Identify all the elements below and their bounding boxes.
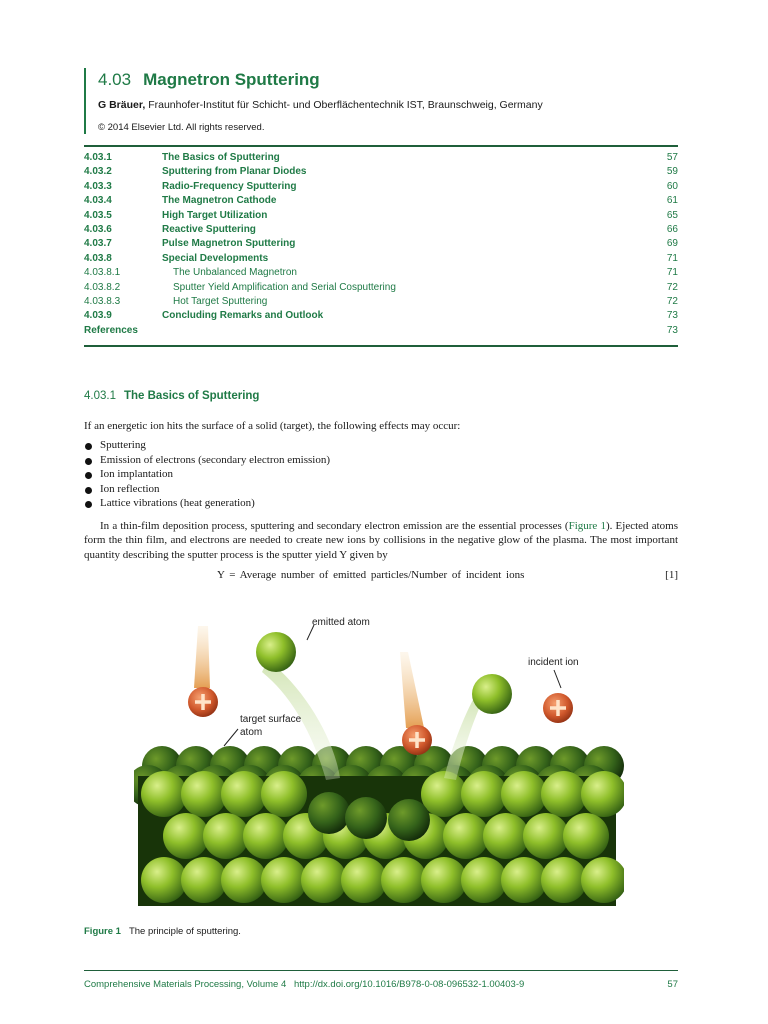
toc-title: Pulse Magnetron Sputtering xyxy=(162,238,296,250)
toc-page: 73 xyxy=(666,324,678,336)
toc-title: Sputter Yield Amplification and Serial Cosputtering xyxy=(173,281,396,293)
equation-text: Y = Average number of emitted particles/Number of incident ions xyxy=(217,569,525,581)
lattice-atom xyxy=(541,771,587,817)
author-affiliation: Fraunhofer-Institut für Schicht- und Oberflächentechnik IST, Braunschweig, Germany xyxy=(148,99,543,111)
lattice-atom xyxy=(181,857,227,903)
effects-list-item xyxy=(84,483,330,498)
toc-num: 4.03.1 xyxy=(84,152,112,163)
toc-num: 4.03.8.2 xyxy=(84,281,121,293)
lattice-atom xyxy=(443,813,489,859)
toc-title: Concluding Remarks and Outlook xyxy=(162,310,324,322)
lattice-atom xyxy=(203,813,249,859)
toc-page: 73 xyxy=(666,310,678,322)
chapter-title-text: Magnetron Sputtering xyxy=(143,70,320,89)
effects-list-text: Lattice vibrations (heat generation) xyxy=(100,497,255,510)
footer-journal: Comprehensive Materials Processing, Volume 4 xyxy=(84,979,287,990)
toc-title: Reactive Sputtering xyxy=(162,223,256,235)
target-lattice xyxy=(134,746,624,906)
lattice-atom xyxy=(141,771,187,817)
lattice-atom xyxy=(541,857,587,903)
copyright: © 2014 Elsevier Ltd. All rights reserved. xyxy=(98,122,265,133)
table-of-contents xyxy=(84,145,678,347)
lattice-atom xyxy=(501,771,547,817)
toc-row[interactable] xyxy=(84,325,678,339)
figure-caption xyxy=(84,926,241,937)
lattice-atom xyxy=(483,813,529,859)
ion-trail xyxy=(194,626,210,688)
effects-list-item xyxy=(84,454,330,469)
target-surface-label-line1: target surface xyxy=(240,714,302,725)
emitted-atom xyxy=(472,674,512,714)
bullet-dot-icon xyxy=(85,443,92,450)
toc-num: 4.03.2 xyxy=(84,166,112,178)
caption-text: The principle of sputtering. xyxy=(128,926,241,937)
toc-title: Sputtering from Planar Diodes xyxy=(162,166,307,178)
author-line xyxy=(98,99,543,111)
effects-list xyxy=(84,439,330,512)
effects-list-text: Sputtering xyxy=(100,439,146,451)
target-surface-label-line2: atom xyxy=(240,727,263,738)
toc-num: 4.03.8.3 xyxy=(84,295,121,307)
incident-ion-pointer xyxy=(554,670,561,688)
toc-num: 4.03.7 xyxy=(84,238,112,250)
lattice-atom xyxy=(381,857,427,903)
toc-row[interactable] xyxy=(84,296,678,310)
lattice-atom-crater xyxy=(308,792,350,834)
toc-row[interactable] xyxy=(84,195,678,209)
lattice-atom xyxy=(301,857,347,903)
paragraph-text-end: ). Ejected atoms form the thin film, and electrons are needed to create new ions by collisions in the negative glow of the plasma. The most important quantity describing the sputter process is the sputter yield Y given by xyxy=(84,520,678,561)
toc-page: 71 xyxy=(666,252,678,264)
toc-title: High Target Utilization xyxy=(162,209,268,221)
toc-page: 71 xyxy=(666,267,678,279)
toc-page: 61 xyxy=(666,195,678,207)
figure-sputtering xyxy=(134,608,624,916)
toc-row[interactable] xyxy=(84,238,678,252)
author-name: G Bräuer, xyxy=(98,99,146,111)
toc-title: The Basics of Sputtering xyxy=(162,152,280,163)
chapter-header xyxy=(84,68,686,134)
bullet-dot-icon xyxy=(85,472,92,479)
toc-title: Radio-Frequency Sputtering xyxy=(162,180,297,192)
toc-num: 4.03.9 xyxy=(84,310,112,322)
lattice-atom-crater xyxy=(345,797,387,839)
toc-page: 72 xyxy=(666,281,678,293)
section-heading xyxy=(84,390,259,402)
toc-num: 4.03.6 xyxy=(84,223,112,235)
toc-row[interactable] xyxy=(84,152,678,166)
equation xyxy=(84,569,678,584)
toc-page: 66 xyxy=(666,223,678,235)
figure-id: Figure 1 xyxy=(84,926,121,937)
emitted-atom xyxy=(256,632,296,672)
lattice-atom-crater xyxy=(388,799,430,841)
lattice-atom xyxy=(341,857,387,903)
toc-title: Hot Target Sputtering xyxy=(173,295,268,307)
bullet-dot-icon xyxy=(85,487,92,494)
toc-num: 4.03.3 xyxy=(84,180,112,192)
lattice-atom xyxy=(181,771,227,817)
section-number: 4.03.1 xyxy=(84,390,116,402)
lattice-atom xyxy=(243,813,289,859)
emitted-atom-label: emitted atom xyxy=(312,617,370,628)
effects-list-item xyxy=(84,439,330,454)
toc-row[interactable] xyxy=(84,210,678,224)
toc-title: Special Developments xyxy=(162,252,269,264)
toc-page: 65 xyxy=(666,209,678,221)
incident-ion-label: incident ion xyxy=(528,657,579,668)
lattice-atom xyxy=(501,857,547,903)
equation-number: [1] xyxy=(665,569,678,581)
lattice-atom xyxy=(221,771,267,817)
figure-reference-link[interactable]: Figure 1 xyxy=(568,520,606,532)
toc-row[interactable] xyxy=(84,181,678,195)
toc-page: 72 xyxy=(666,295,678,307)
toc-num: References xyxy=(84,324,138,336)
section-title: The Basics of Sputtering xyxy=(123,390,260,402)
lattice-atom xyxy=(461,771,507,817)
lattice-atom xyxy=(421,857,467,903)
effects-list-text: Ion reflection xyxy=(100,482,160,495)
lattice-atom xyxy=(563,813,609,859)
effects-list-text: Ion implantation xyxy=(100,468,174,481)
toc-row[interactable] xyxy=(84,166,678,180)
lattice-atom xyxy=(461,857,507,903)
lattice-atom xyxy=(221,857,267,903)
toc-num: 4.03.8 xyxy=(84,252,112,264)
effects-list-text: Emission of electrons (secondary electron emission) xyxy=(100,453,331,466)
lattice-atom xyxy=(261,857,307,903)
lattice-atom xyxy=(421,771,467,817)
toc-row[interactable] xyxy=(84,282,678,296)
chapter-number: 4.03 xyxy=(98,70,132,89)
toc-row[interactable] xyxy=(84,253,678,267)
toc-num: 4.03.5 xyxy=(84,209,112,221)
toc-num: 4.03.4 xyxy=(84,195,112,207)
target-surface-pointer xyxy=(224,729,238,746)
toc-row[interactable] xyxy=(84,310,678,324)
toc-title: The Unbalanced Magnetron xyxy=(173,267,297,279)
page-footer xyxy=(84,970,678,990)
footer-page-number: 57 xyxy=(667,979,678,990)
paragraph-text-start: In a thin-film deposition process, sputtering and secondary electron emission are the essential processes ( xyxy=(100,520,569,532)
footer-doi-link[interactable]: http://dx.doi.org/10.1016/B978-0-08-096532-1.00403-9 xyxy=(294,979,525,990)
body-paragraph xyxy=(84,519,678,562)
lattice-atom xyxy=(141,857,187,903)
toc-page: 69 xyxy=(666,238,678,250)
lattice-atom xyxy=(163,813,209,859)
toc-title: The Magnetron Cathode xyxy=(162,195,277,207)
effects-list-item xyxy=(84,468,330,483)
bullet-dot-icon xyxy=(85,501,92,508)
toc-page: 60 xyxy=(666,180,678,192)
lattice-atom xyxy=(523,813,569,859)
effects-list-item xyxy=(84,497,330,512)
intro-sentence: If an energetic ion hits the surface of a solid (target), the following effects may occur: xyxy=(84,420,461,432)
ion-trail xyxy=(400,652,424,728)
bullet-dot-icon xyxy=(85,458,92,465)
toc-page: 59 xyxy=(666,166,678,178)
chapter-title xyxy=(98,70,320,90)
sputtering-illustration xyxy=(134,608,624,916)
toc-page: 57 xyxy=(666,152,678,163)
toc-num: 4.03.8.1 xyxy=(84,267,121,279)
toc-row[interactable] xyxy=(84,224,678,238)
lattice-atom xyxy=(261,771,307,817)
toc-row[interactable] xyxy=(84,267,678,281)
